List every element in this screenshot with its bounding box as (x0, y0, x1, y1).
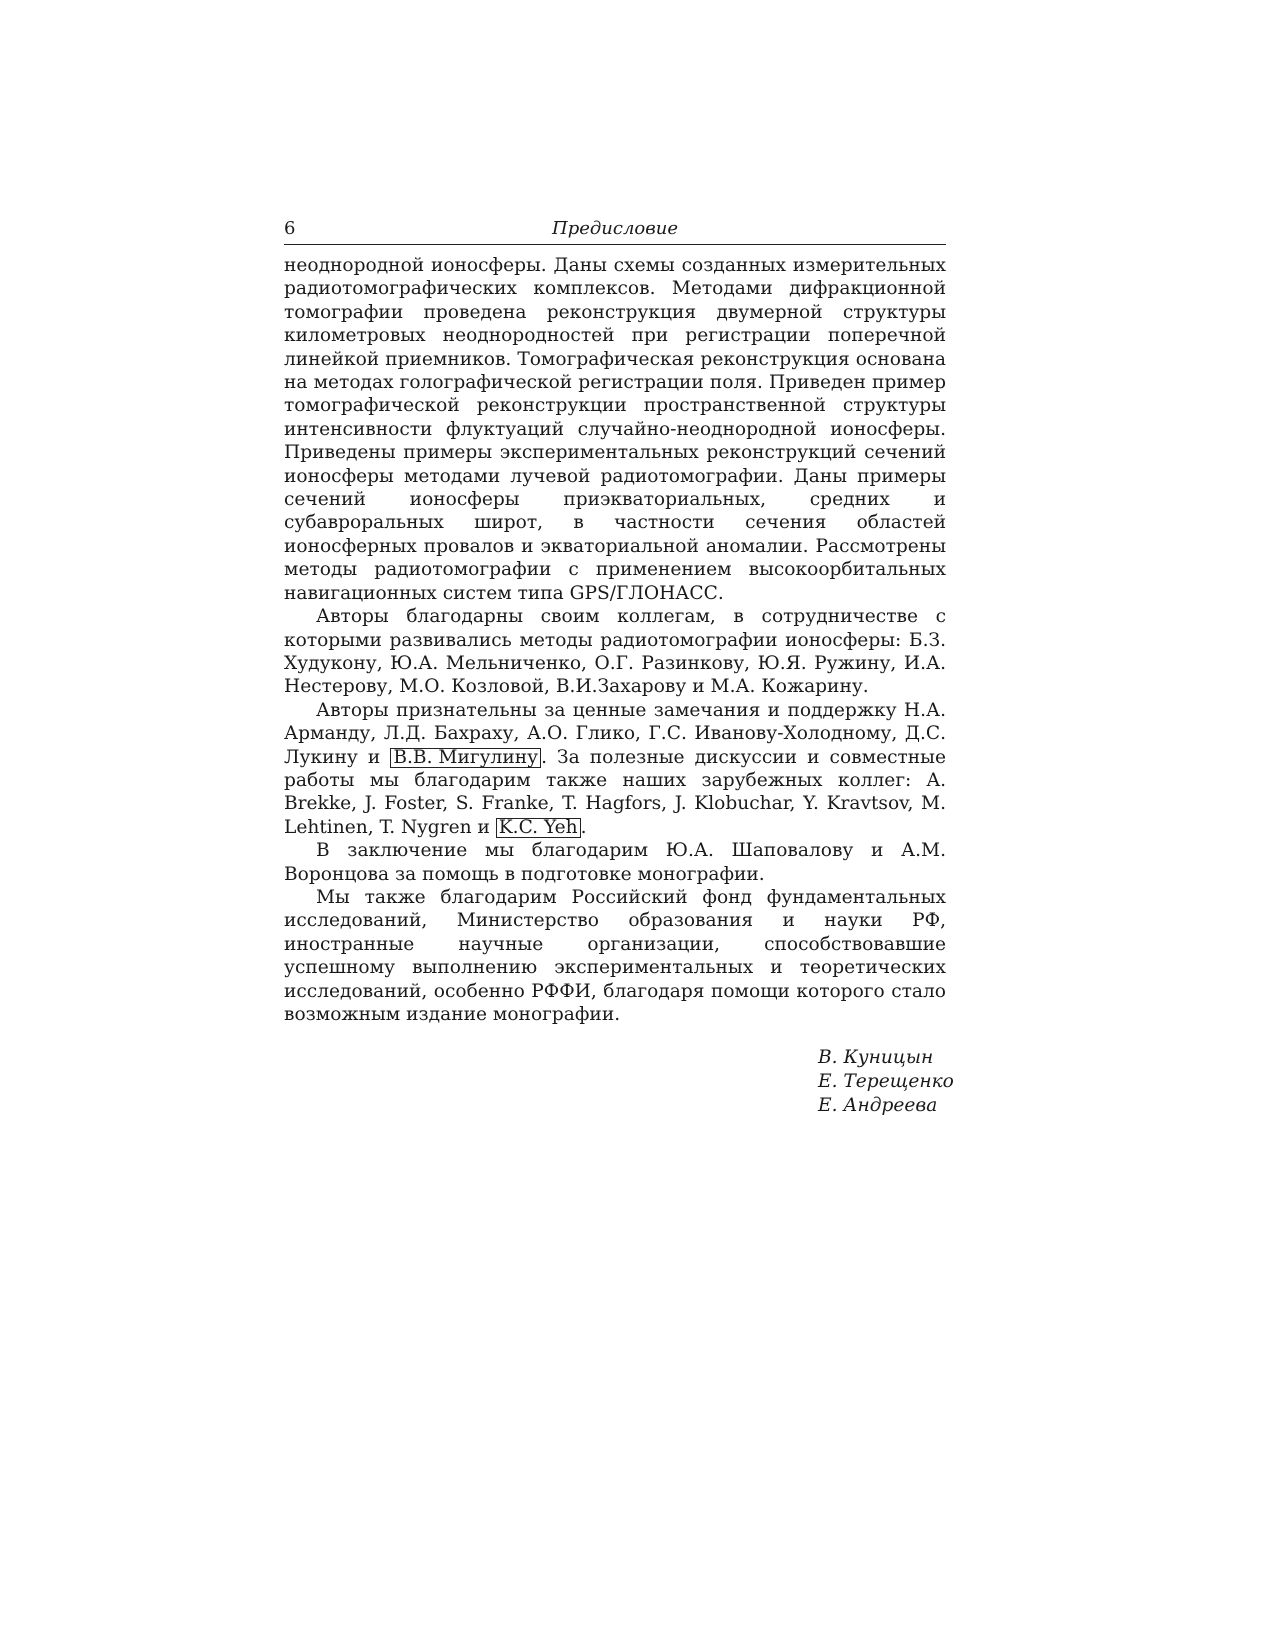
running-title: Предисловие (552, 218, 678, 239)
paragraph-5: Мы также благодарим Российский фонд фундаментальных исследований, Министерство образования и науки РФ, иностранные научные организации, способствовавшие успешному выполнению экспериментальных и теоретических исследований, особенно РФФИ, благодаря помощи которого стало возможным издание монографии. (284, 886, 946, 1025)
signature-author-1: В. Куницын (818, 1047, 934, 1069)
book-page (284, 214, 954, 1118)
paragraph-3-text-b: . За полезные дискуссии и совместные работы мы благодарим также наших зарубежных коллег: A. Brekke, J. Foster, S. Franke, T. Hagfors, J. Klobuchar, Y. Kravtsov, M. Lehtinen, T. Nygren и (284, 746, 946, 838)
paragraph-1: неоднородной ионосферы. Даны схемы созданных измерительных радиотомографических комплексов. Методами дифракционной томографии проведена реконструкция двумерной структуры километровых неоднородностей при регистрации поперечной линейкой приемников. Томографическая реконструкция основана на методах голографической регистрации поля. Приведен пример томографической реконструкции пространственной структуры интенсивности флуктуаций случайно-неоднородной ионосферы. Приведены примеры экспериментальных реконструкций сечений ионосферы методами лучевой радиотомографии. Даны примеры сечений ионосферы приэкваториальных, средних и субавроральных широт, в частности сечения областей ионосферных провалов и экваториальной аномалии. Рассмотрены методы радиотомографии с применением высокоорбитальных навигационных систем типа GPS/ГЛОНАСС. (284, 255, 946, 604)
signature-author-3: Е. Андреева (818, 1095, 938, 1117)
boxed-name-migulin: В.В. Мигулину (390, 748, 541, 768)
running-head (284, 214, 946, 245)
paragraph-3 (284, 699, 946, 839)
signature-author-2: Е. Терещенко (818, 1071, 954, 1093)
paragraph-3-text-c: . (580, 816, 587, 838)
body-text (284, 254, 946, 1026)
paragraph-2: Авторы благодарны своим коллегам, в сотрудничестве с которыми развивались методы радиотомографии ионосферы: Б.З. Худукону, Ю.А. Мельниченко, О.Г. Разинкову, Ю.Я. Ружину, И.А. Нестерову, М.О. Козловой, В.И.Захарову и М.А. Кожарину. (284, 606, 946, 698)
author-signatures (818, 1046, 954, 1118)
page-number: 6 (284, 218, 296, 239)
paragraph-3-text-a: Авторы признательны за ценные замечания и поддержку Н.А. Арманду, Л.Д. Бахраху, А.О. Глико, Г.С. Иванову-Холодному, Д.С. Лукину и (284, 699, 946, 768)
paragraph-4: В заключение мы благодарим Ю.А. Шаповалову и А.М. Воронцова за помощь в подготовке монографии. (284, 840, 946, 885)
boxed-name-yeh: K.C. Yeh (496, 818, 581, 838)
